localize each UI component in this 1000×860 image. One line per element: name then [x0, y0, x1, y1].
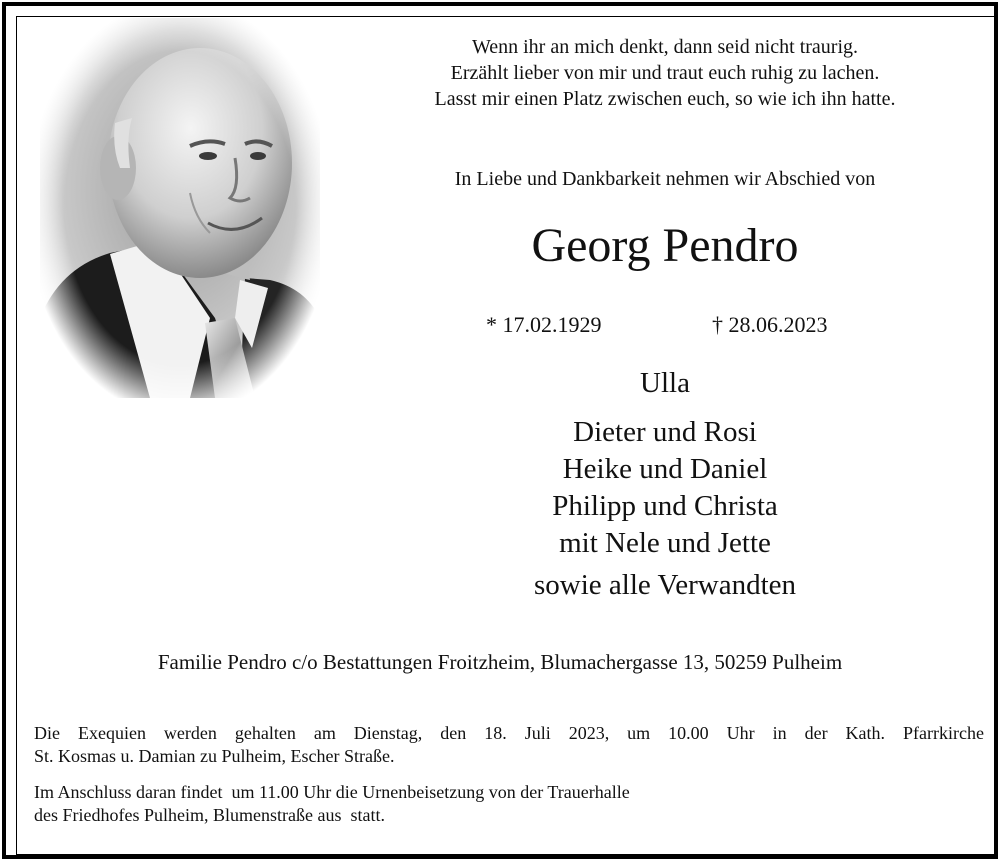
urn-burial-notice — [34, 781, 984, 827]
deceased-name: Georg Pendro — [531, 219, 799, 272]
mourner-line: Heike und Daniel — [562, 453, 768, 485]
mourner-first: Ulla — [640, 367, 690, 399]
poem-line: Wenn ihr an mich denkt, dann seid nicht traurig. — [471, 36, 859, 58]
mourner-line: Philipp und Christa — [552, 490, 778, 522]
poem — [340, 34, 990, 112]
poem-line: Lasst mir einen Platz zwischen euch, so wie ich ihn hatte. — [434, 88, 896, 110]
relatives-line: sowie alle Verwandten — [534, 569, 796, 601]
portrait-photo — [40, 18, 320, 398]
urn-burial-line: Im Anschluss daran findet um 11.00 Uhr die Urnenbeisetzung von der Trauerhalle — [34, 782, 630, 802]
death-date: † 28.06.2023 — [712, 312, 828, 337]
exequien-notice — [34, 722, 984, 768]
poem-line: Erzählt lieber von mir und traut euch ruhig zu lachen. — [450, 62, 880, 84]
exequien-line: Die Exequien werden gehalten am Dienstag, den 18. Juli 2023, um 10.00 Uhr in der Kath. Pfarrkirche — [34, 723, 984, 743]
family-address: Familie Pendro c/o Bestattungen Froitzheim, Blumachergasse 13, 50259 Pulheim — [157, 650, 843, 674]
birth-date: * 17.02.1929 — [486, 312, 602, 337]
exequien-line: St. Kosmas u. Damian zu Pulheim, Escher Straße. — [34, 746, 395, 766]
farewell-intro: In Liebe und Dankbarkeit nehmen wir Abschied von — [454, 168, 876, 190]
mourner-line: Dieter und Rosi — [573, 416, 757, 448]
urn-burial-line: des Friedhofes Pulheim, Blumenstraße aus statt. — [34, 805, 385, 825]
mourner-list — [340, 414, 990, 562]
mourner-line: mit Nele und Jette — [559, 527, 771, 559]
